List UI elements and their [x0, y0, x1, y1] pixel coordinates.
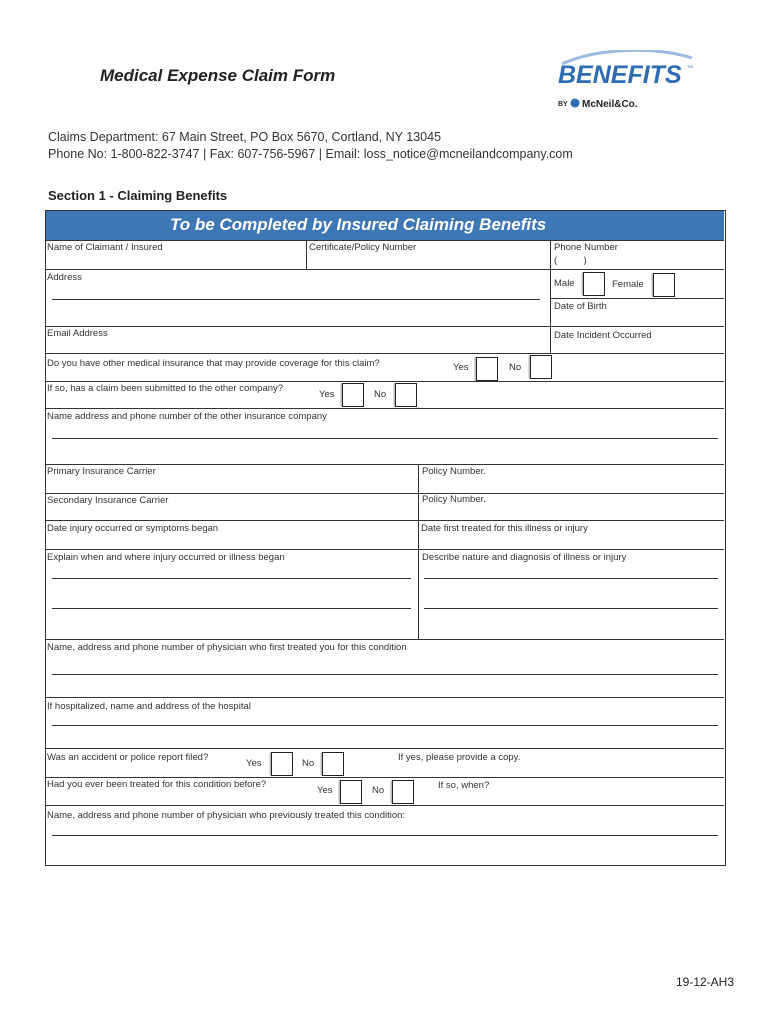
email-label: Email Address: [47, 328, 108, 339]
male-label: Male: [554, 278, 575, 289]
address-write-line: [52, 299, 540, 300]
insurer-write-line: [52, 438, 718, 439]
column-divider: [550, 240, 551, 353]
row-divider: [46, 353, 724, 354]
section-title: Section 1 - Claiming Benefits: [48, 188, 228, 203]
female-label: Female: [612, 279, 644, 290]
claim-submitted-question: If so, has a claim been submitted to the other company?: [47, 383, 284, 394]
row-divider: [46, 697, 724, 698]
date-first-treated-label: Date first treated for this illness or injury: [421, 523, 588, 534]
accident-no-label: No: [302, 758, 315, 769]
other-insurance-yes-label: Yes: [453, 362, 469, 373]
row-divider: [46, 269, 724, 270]
secondary-policy-label: Policy Number.: [422, 494, 486, 505]
primary-carrier-label: Primary Insurance Carrier: [47, 466, 156, 477]
hospital-label: If hospitalized, name and address of the hospital: [47, 701, 251, 712]
other-insurance-yes-checkbox[interactable]: [476, 357, 498, 381]
row-divider: [46, 777, 724, 778]
banner-text: To be Completed by Insured Claiming Benefits: [170, 215, 547, 234]
accident-no-checkbox[interactable]: [322, 752, 344, 776]
other-insurance-no-label: No: [509, 362, 522, 373]
prev-physician-write-line: [52, 835, 718, 836]
female-checkbox[interactable]: [653, 273, 675, 297]
physician-write-line: [52, 674, 718, 675]
explain-write-line: [52, 578, 411, 579]
prev-physician-label: Name, address and phone number of physician who previously treated this condition:: [47, 810, 406, 821]
claim-submitted-yes-label: Yes: [319, 389, 335, 400]
treated-yes-checkbox[interactable]: [340, 780, 362, 804]
row-divider: [46, 520, 724, 521]
address-line: Claims Department: 67 Main Street, PO Box 5670, Cortland, NY 13045: [48, 130, 442, 144]
contact-line: Phone No: 1-800-822-3747 | Fax: 607-756-5967 | Email: loss_notice@mcneilandcompany.com: [48, 147, 573, 161]
row-divider: [46, 493, 724, 494]
secondary-carrier-label: Secondary Insurance Carrier: [47, 495, 169, 506]
hospital-write-line: [52, 725, 718, 726]
row-divider: [46, 639, 724, 640]
claimant-name-label: Name of Claimant / Insured: [47, 242, 163, 253]
accident-yes-label: Yes: [246, 758, 262, 769]
treated-no-label: No: [372, 785, 385, 796]
row-divider: [46, 805, 724, 806]
claim-form: [45, 210, 726, 866]
physician-first-label: Name, address and phone number of physician who first treated you for this condition: [47, 642, 407, 653]
mcneil-mark-icon: [571, 99, 580, 108]
dob-label: Date of Birth: [554, 301, 607, 312]
row-divider: [46, 464, 724, 465]
column-divider: [418, 464, 419, 639]
explain-write-line: [52, 608, 411, 609]
describe-nature-label: Describe nature and diagnosis of illness or injury: [422, 552, 627, 563]
explain-injury-label: Explain when and where injury occurred or illness began: [47, 552, 285, 563]
other-insurance-no-checkbox[interactable]: [530, 355, 552, 379]
treated-before-question: Had you ever been treated for this condition before?: [47, 779, 267, 790]
row-divider: [46, 549, 724, 550]
row-divider: [46, 240, 724, 241]
claim-submitted-no-label: No: [374, 389, 387, 400]
logo-by: BY: [558, 101, 568, 108]
treated-no-checkbox[interactable]: [392, 780, 414, 804]
section-banner: [46, 211, 724, 240]
primary-policy-label: Policy Number.: [422, 466, 486, 477]
form-code: 19-12-AH3: [675, 975, 734, 989]
phone-parens: ( ): [554, 255, 587, 266]
claim-submitted-yes-checkbox[interactable]: [342, 383, 364, 407]
other-insurer-contact-label: Name address and phone number of the other insurance company: [47, 411, 327, 422]
diagnosis-write-line: [424, 608, 718, 609]
accident-report-question: Was an accident or police report filed?: [47, 752, 209, 763]
treated-yes-label: Yes: [317, 785, 333, 796]
diagnosis-write-line: [424, 578, 718, 579]
accident-copy-note: If yes, please provide a copy.: [398, 752, 521, 763]
date-injury-label: Date injury occurred or symptoms began: [47, 523, 219, 534]
benefits-logo: [556, 50, 696, 112]
claim-submitted-no-checkbox[interactable]: [395, 383, 417, 407]
form-title: Medical Expense Claim Form: [100, 66, 336, 85]
logo-trademark: TM: [687, 64, 693, 69]
accident-yes-checkbox[interactable]: [271, 752, 293, 776]
row-divider: [46, 408, 724, 409]
column-divider: [306, 240, 307, 269]
address-label: Address: [47, 272, 82, 283]
logo-wordmark: BENEFITS: [558, 61, 682, 89]
treated-when-label: If so, when?: [438, 780, 490, 791]
logo-company: McNeil&Co.: [582, 99, 638, 110]
row-divider: [46, 748, 724, 749]
phone-number-label: Phone Number: [554, 242, 618, 253]
male-checkbox[interactable]: [583, 272, 605, 296]
row-divider: [46, 381, 724, 382]
row-divider: [550, 298, 724, 299]
policy-number-label: Certificate/Policy Number: [309, 242, 417, 253]
other-insurance-question: Do you have other medical insurance that may provide coverage for this claim?: [47, 358, 380, 369]
date-incident-label: Date Incident Occurred: [554, 330, 652, 341]
row-divider: [46, 326, 724, 327]
